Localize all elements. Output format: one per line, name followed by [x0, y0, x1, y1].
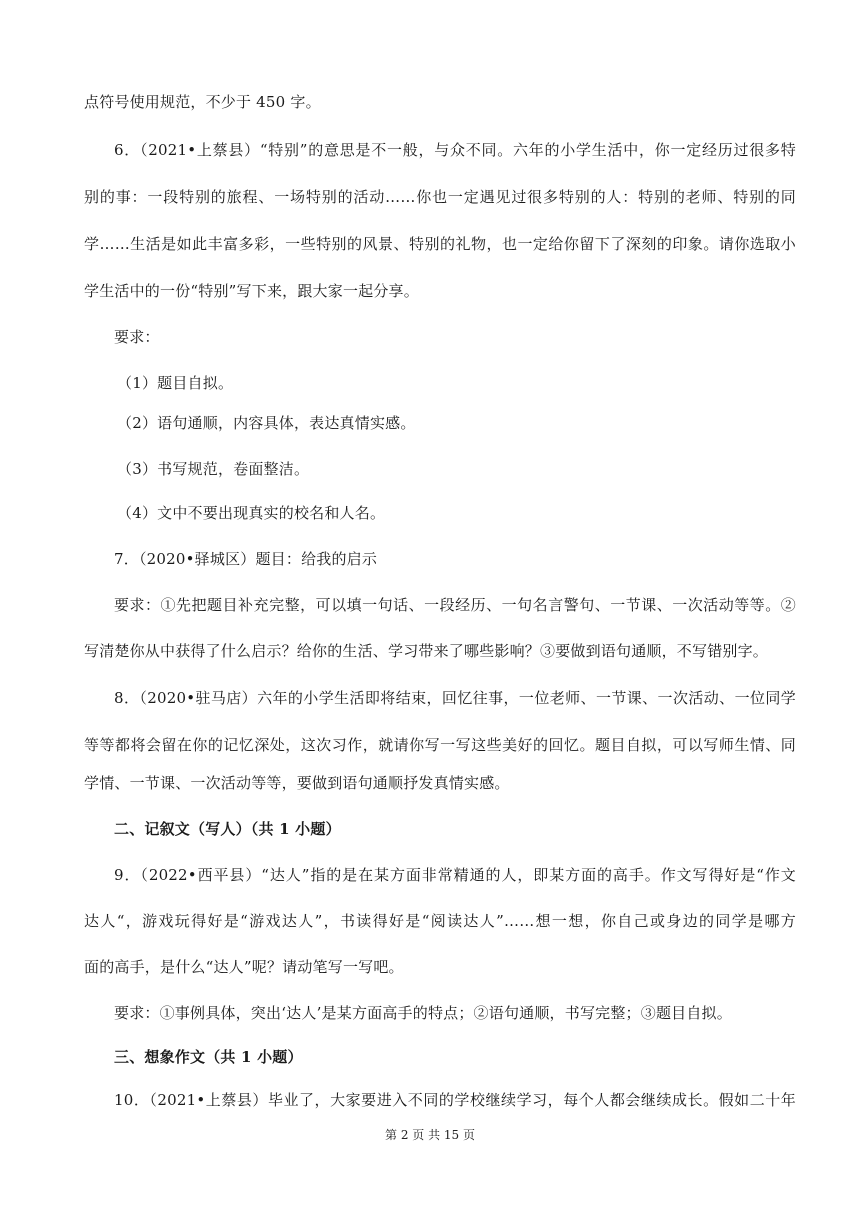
question-9-line: 达人“，游戏玩得好是“游戏达人”，书读得好是“阅读达人”……想一想，你自己或身边的同学是哪方 — [84, 912, 796, 930]
question-6-line: 别的事：一段特别的旅程、一场特别的活动……你也一定遇见过很多特别的人：特别的老师、特别的同 — [84, 188, 796, 206]
page-footer: 第 2 页 共 15 页 — [385, 1128, 475, 1142]
question-8-line: 等等都将会留在你的记忆深处，这次习作，就请你写一写这些美好的回忆。题目自拟，可以写师生情、同 — [84, 736, 796, 754]
question-9-line: 9．（2022•西平县）“达人”指的是在某方面非常精通的人，即某方面的高手。作文写得好是“作文 — [114, 866, 796, 884]
requirements-label: 要求： — [114, 328, 160, 346]
section-heading: 三、想象作文（共 1 小题） — [114, 1048, 303, 1066]
question-6-line: 6．（2021•上蔡县）“特别”的意思是不一般，与众不同。六年的小学生活中，你一定经历过很多特 — [114, 141, 796, 159]
requirement-item: （4）文中不要出现真实的校名和人名。 — [117, 504, 386, 522]
requirement-item: （2）语句通顺，内容具体，表达真情实感。 — [117, 414, 416, 432]
question-7-line: 要求：①先把题目补充完整，可以填一句话、一段经历、一句名言警句、一节课、一次活动等等。② — [114, 596, 796, 614]
question-9-line: 面的高手，是什么“达人”呢？请动笔写一写吧。 — [84, 958, 404, 976]
question-6-line: 学……生活是如此丰富多彩，一些特别的风景、特别的礼物，也一定给你留下了深刻的印象。请你选取小 — [84, 235, 796, 253]
question-6-line: 学生活中的一份“特别”写下来，跟大家一起分享。 — [84, 282, 419, 300]
question-9-requirements: 要求：①事例具体，突出‘达人’是某方面高手的特点；②语句通顺，书写完整；③题目自拟。 — [114, 1004, 732, 1022]
question-10-line: 10．（2021•上蔡县）毕业了，大家要进入不同的学校继续学习，每个人都会继续成长。假如二十年 — [114, 1091, 796, 1109]
text-line: 点符号使用规范，不少于 450 字。 — [84, 93, 321, 111]
requirement-item: （3）书写规范，卷面整洁。 — [117, 460, 310, 478]
question-8-line: 学情、一节课、一次活动等等，要做到语句通顺抒发真情实感。 — [84, 774, 510, 792]
question-8-line: 8．（2020•驻马店）六年的小学生活即将结束，回忆往事，一位老师、一节课、一次活动、一位同学 — [114, 689, 796, 707]
question-7-line: 写清楚你从中获得了什么启示？给你的生活、学习带来了哪些影响？③要做到语句通顺，不写错别字。 — [84, 642, 769, 660]
section-heading: 二、记叙文（写人）（共 1 小题） — [114, 820, 341, 838]
question-7-line: 7．（2020•驿城区）题目：给我的启示 — [114, 550, 378, 568]
requirement-item: （1）题目自拟。 — [117, 374, 234, 392]
